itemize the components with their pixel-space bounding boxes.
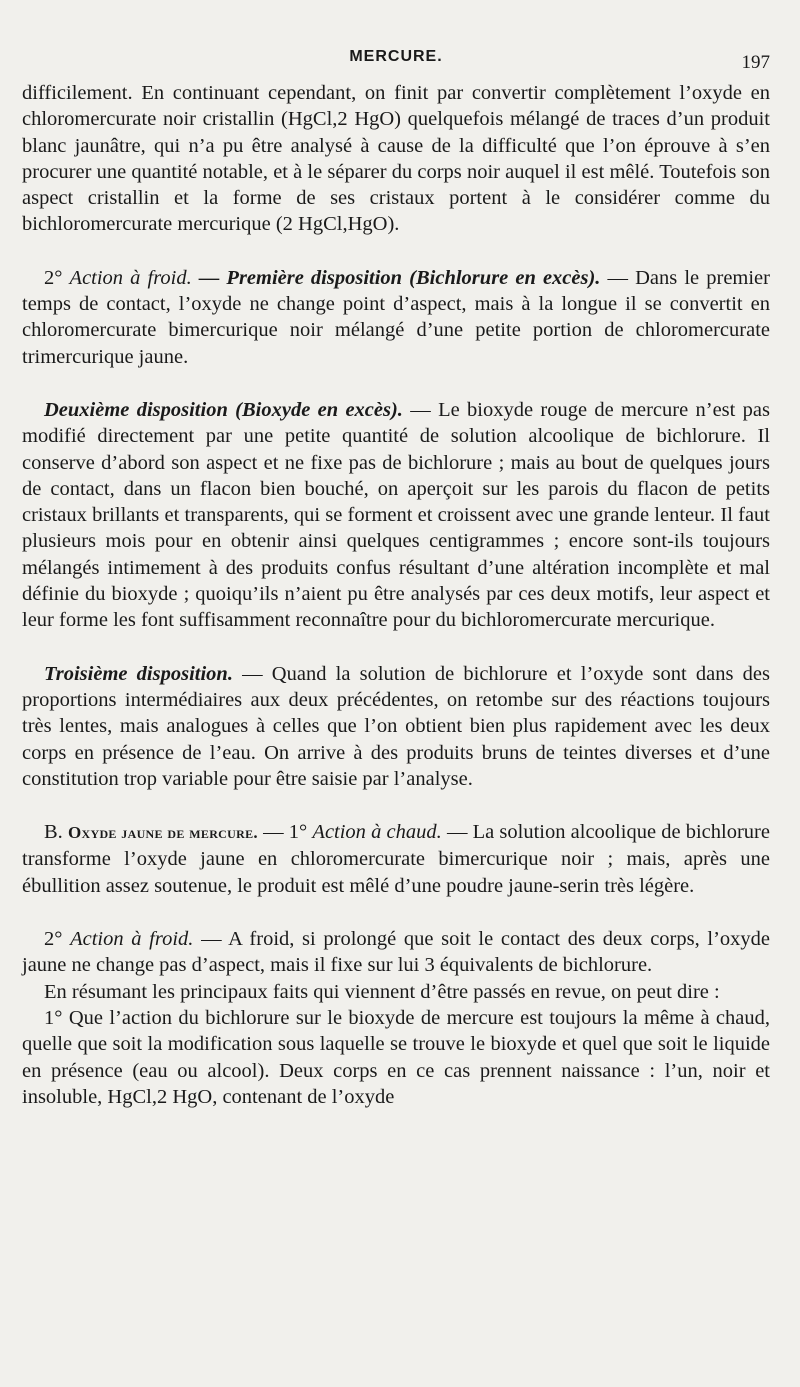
paragraph-5-lead: B. — [44, 821, 68, 844]
paragraph-6 — [22, 926, 770, 979]
paragraph-3 — [22, 397, 770, 634]
paragraph-8 — [22, 1005, 770, 1110]
paragraph-5-italic: Action à chaud. — [312, 821, 442, 844]
page-number: 197 — [741, 52, 770, 73]
paragraph-1-text: difficilement. En continuant cependant, on finit par convertir complètement l’oxyde en chloromercurate noir cristallin (HgCl,2 HgO) quelquefois mélangé de traces d’un produit blanc jaunâtre, qui n’a pu être analysé à cause de la difficulté que l’on éprouve à s’en procurer une quantité notable, et à le séparer du corps noir auquel il est mêlé. Toutefois son aspect cristallin et la forme de ses cristaux portent à le considérer comme du bichloromercurate mercurique (2 HgCl,HgO). — [22, 82, 770, 236]
running-title: MERCURE. — [349, 48, 443, 65]
paragraph-5 — [22, 819, 770, 899]
page-header — [22, 46, 770, 76]
paragraph-3-text: — Le bioxyde rouge de mercure n’est pas modifié directement par une petite quantité de solution alcoolique de bichlorure. Il conserve d’abord son aspect et ne fixe pas de bichlorure ; mais au bout de quelques jours de contact, dans un flacon bien bouché, on aperçoit sur les parois du flacon de petits cristaux brillants et transparents, qui se forment et croissent avec une grande lenteur. Il faut plusieurs mois pour en obtenir ainsi quelques centigrammes ; encore sont-ils toujours mélangés intimement à des produits confus résultant d’une altération incomplète et mal définie du bioxyde ; quoiqu’ils n’aient pu être analysés par ces deux motifs, leur aspect et leur forme les font suffisamment reconnaître pour du bichloromercurate mercurique. — [22, 398, 771, 632]
paragraph-5-text: — La solution alcoolique de bichlorure transforme l’oxyde jaune en chloromercurate bimercurique noir ; mais, après une ébullition assez soutenue, le produit est mêlé d’une poudre jaune-serin très légère. — [22, 821, 770, 897]
paragraph-4-heading: Troisième disposition. — [44, 662, 233, 685]
paragraph-1 — [22, 80, 770, 238]
paragraph-2-italic: Action à froid. — [69, 266, 192, 289]
paragraph-8-text: 1° Que l’action du bichlorure sur le bioxyde de mercure est toujours la même à chaud, quelle que soit la modification sous laquelle se trouve le bioxyde et quel que soit le liquide en présence (eau ou alcool). Deux corps en ce cas prennent naissance : l’un, noir et insoluble, HgCl,2 HgO, contenant de l’oxyde — [22, 1006, 770, 1108]
paragraph-7-text: En résumant les principaux faits qui viennent d’être passés en revue, on peut dire : — [44, 980, 720, 1003]
paragraph-6-text: — A froid, si prolongé que soit le contact des deux corps, l’oxyde jaune ne change pas d’aspect, mais il fixe sur lui 3 équivalents de bichlorure. — [22, 928, 771, 977]
page-body — [22, 80, 770, 1110]
paragraph-6-lead: 2° — [44, 928, 71, 951]
paragraph-5-mid: — 1° — [257, 821, 313, 844]
paragraph-4-text: — Quand la solution de bichlorure et l’oxyde sont dans des proportions intermédiaires aux deux précédentes, on retombe sur des réactions toujours très lentes, mais analogues à celles que l’on obtient bien plus rapidement avec les deux corps en présence de l’eau. On arrive à des produits bruns de teintes diverses et d’une constitution trop variable pour être saisie par l’analyse. — [22, 662, 770, 790]
paragraph-2-lead: 2° — [44, 266, 70, 289]
paragraph-7 — [22, 979, 770, 1005]
paragraph-2-text: — Dans le premier temps de contact, l’oxyde ne change point d’aspect, mais à la longue il se convertit en chloromercurate bimercurique noir mélangé d’une petite portion de chloromercurate trimercurique jaune. — [22, 266, 770, 368]
paragraph-2 — [22, 265, 770, 370]
paragraph-2-heading: — Première disposition (Bichlorure en excès). — [191, 266, 601, 289]
paragraph-3-heading: Deuxième disposition (Bioxyde en excès). — [44, 398, 403, 421]
paragraph-4 — [22, 661, 770, 792]
paragraph-5-section-title: Oxyde jaune de mercure. — [67, 823, 258, 843]
paragraph-6-italic: Action à froid. — [70, 928, 194, 951]
